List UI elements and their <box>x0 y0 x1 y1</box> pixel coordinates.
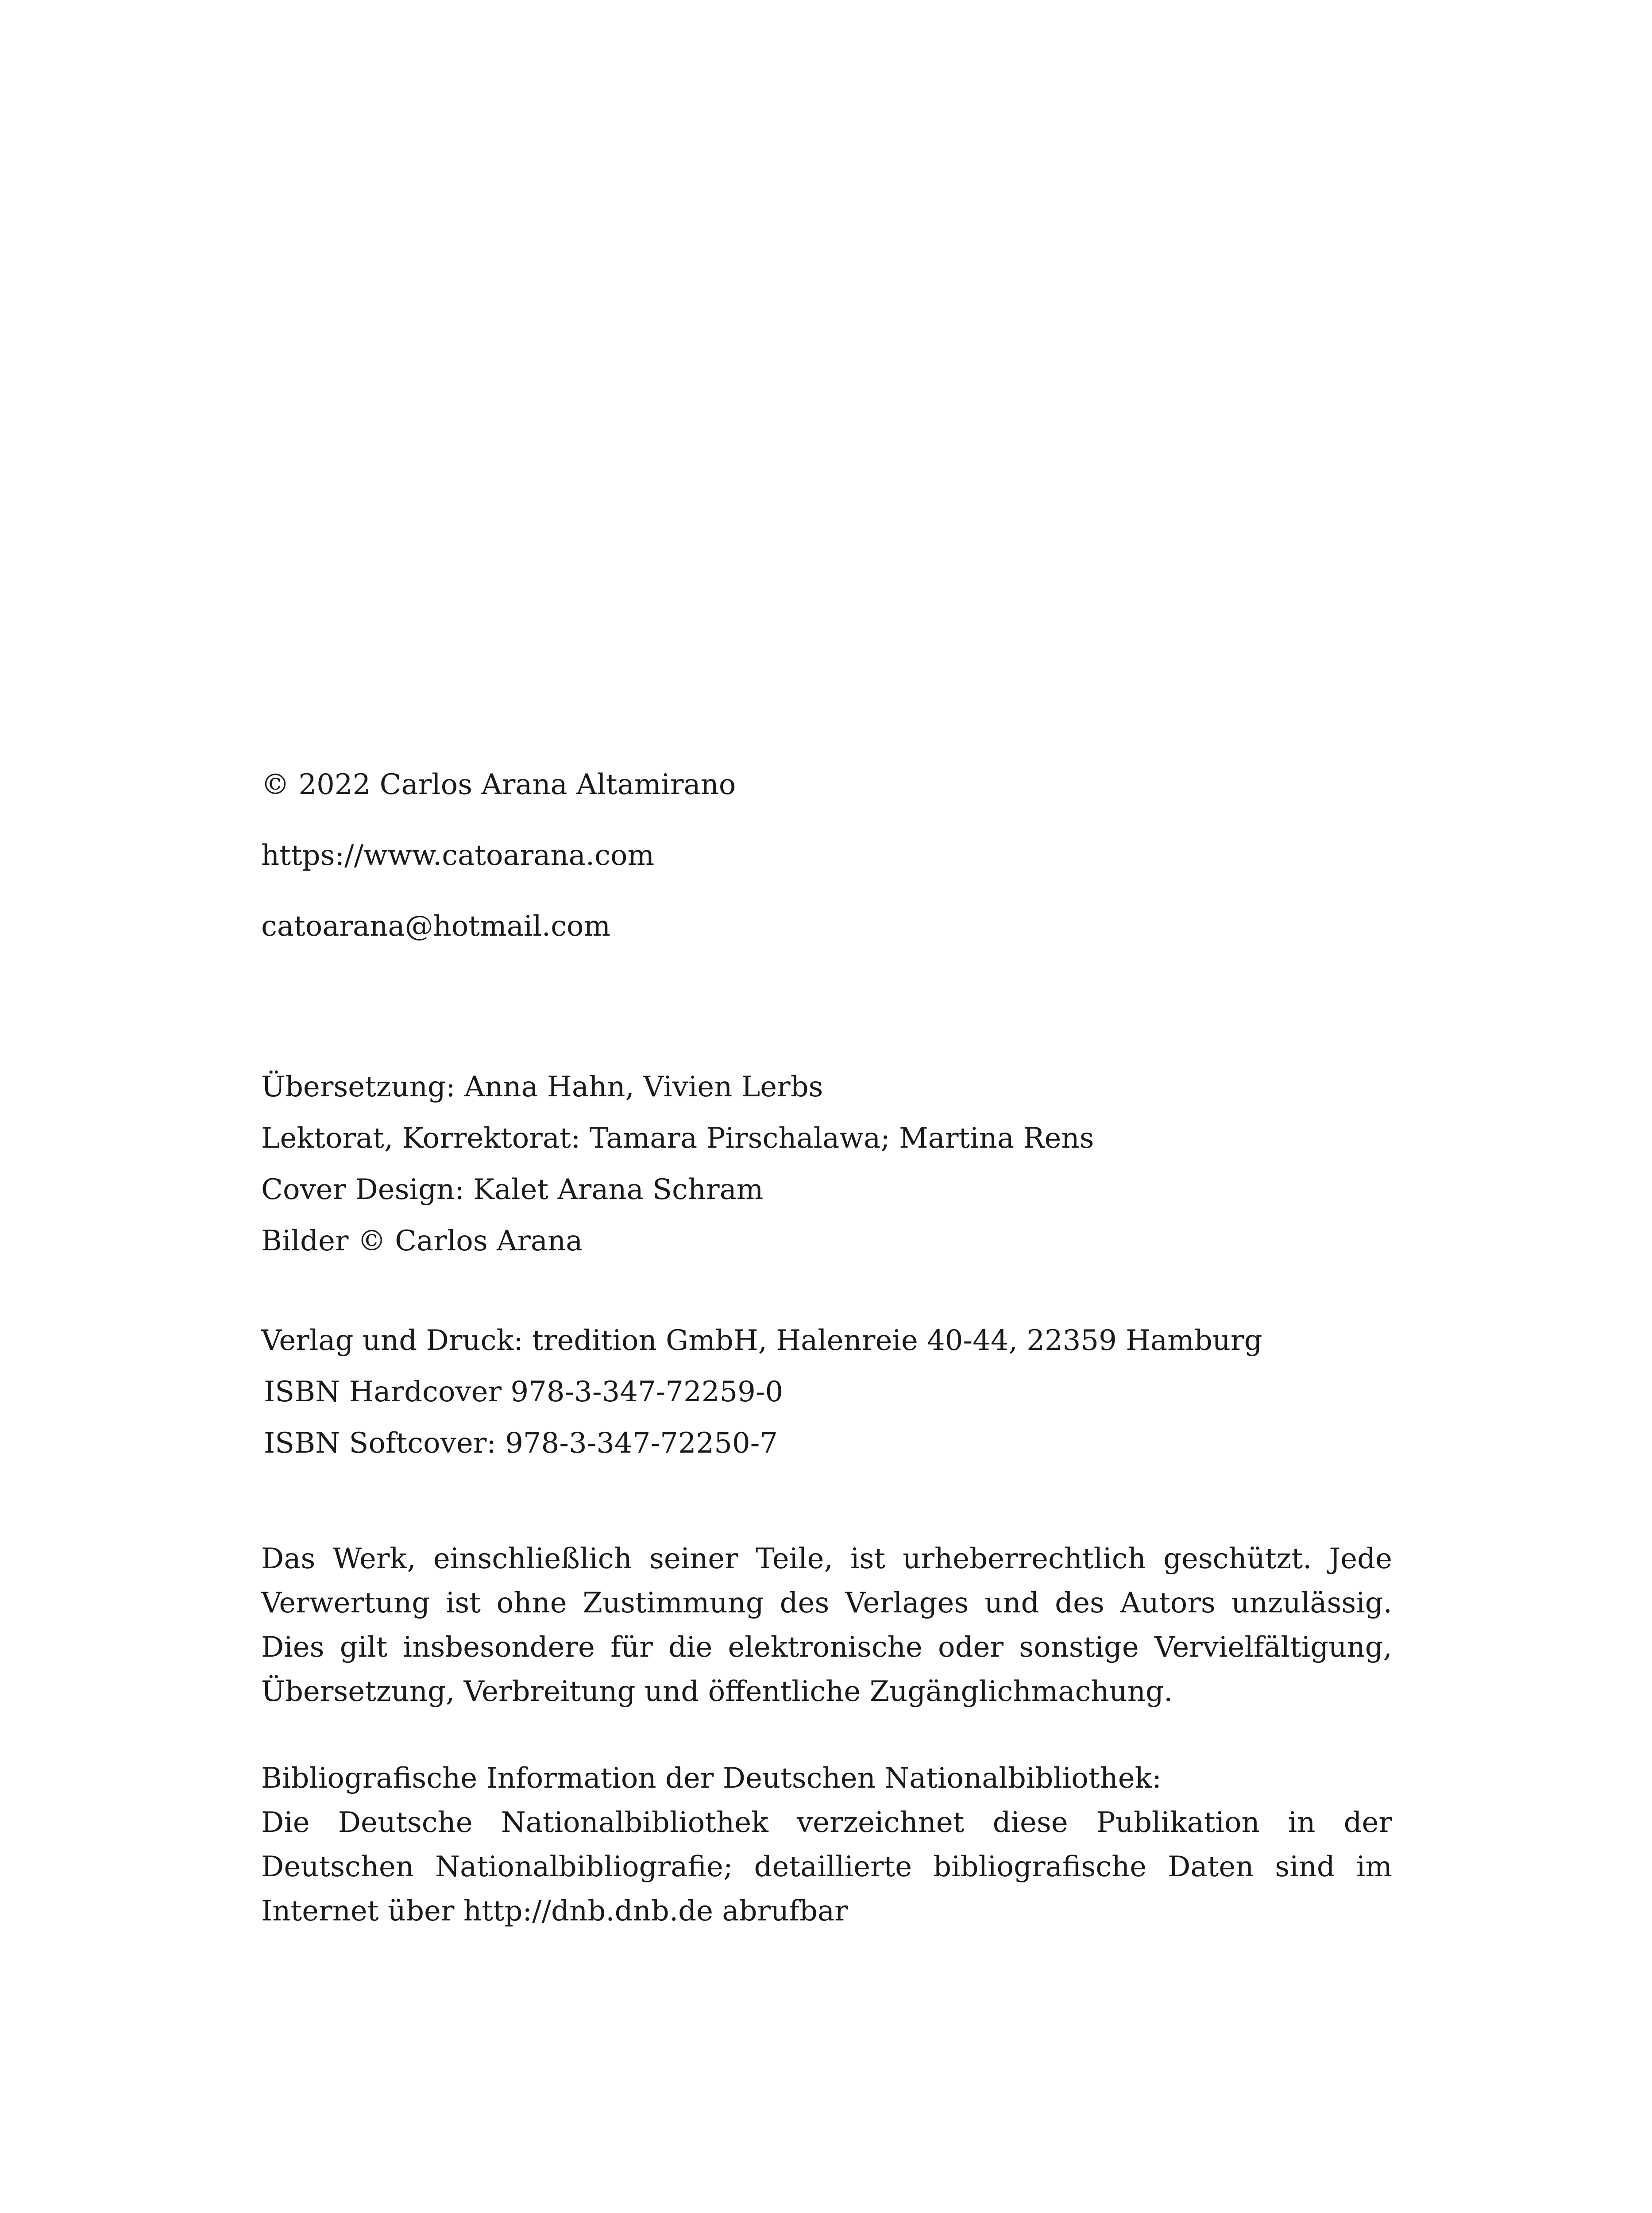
contact-section <box>261 759 1386 972</box>
publisher-section <box>261 1315 1386 1469</box>
translation-credit: Übersetzung: Anna Hahn, Vivien Lerbs <box>261 1071 823 1103</box>
isbn-softcover: ISBN Softcover: 978-3-347-72250-7 <box>264 1427 778 1460</box>
publisher-imprint: Verlag und Druck: tredition GmbH, Halenreie 40-44, 22359 Hamburg <box>261 1324 1262 1357</box>
author-website: https://www.catoarana.com <box>261 839 655 872</box>
cover-design-credit: Cover Design: Kalet Arana Schram <box>261 1173 764 1206</box>
editing-credit: Lektorat, Korrektorat: Tamara Pirschalawa; Martina Rens <box>261 1122 1094 1155</box>
isbn-hardcover: ISBN Hardcover 978-3-347-72259-0 <box>264 1376 784 1408</box>
bibliographic-notice: Die Deutsche Nationalbibliothek verzeichnet diese Publikation in der Deutschen Nationalbibliografie; detaillierte bibliografische Daten sind im Internet über http://dnb.dnb.de abrufbar <box>261 1806 1392 1928</box>
images-credit: Bilder © Carlos Arana <box>261 1225 583 1257</box>
credits-section <box>261 1061 1386 1267</box>
copyright-notice: Das Werk, einschließlich seiner Teile, ist urheberrechtlich geschützt. Jede Verwertung ist ohne Zustimmung des Verlages und des Autors unzulässig. Dies gilt insbesondere für die elektronische oder sonstige Vervielfältigung, Übersetzung, Verbreitung und öffentliche Zugänglichmachung. <box>261 1542 1392 1708</box>
bibliographic-heading: Bibliografische Information der Deutschen Nationalbibliothek: <box>261 1762 1162 1795</box>
author-email: catoarana@hotmail.com <box>261 910 611 943</box>
author-copyright: © 2022 Carlos Arana Altamirano <box>261 768 736 801</box>
